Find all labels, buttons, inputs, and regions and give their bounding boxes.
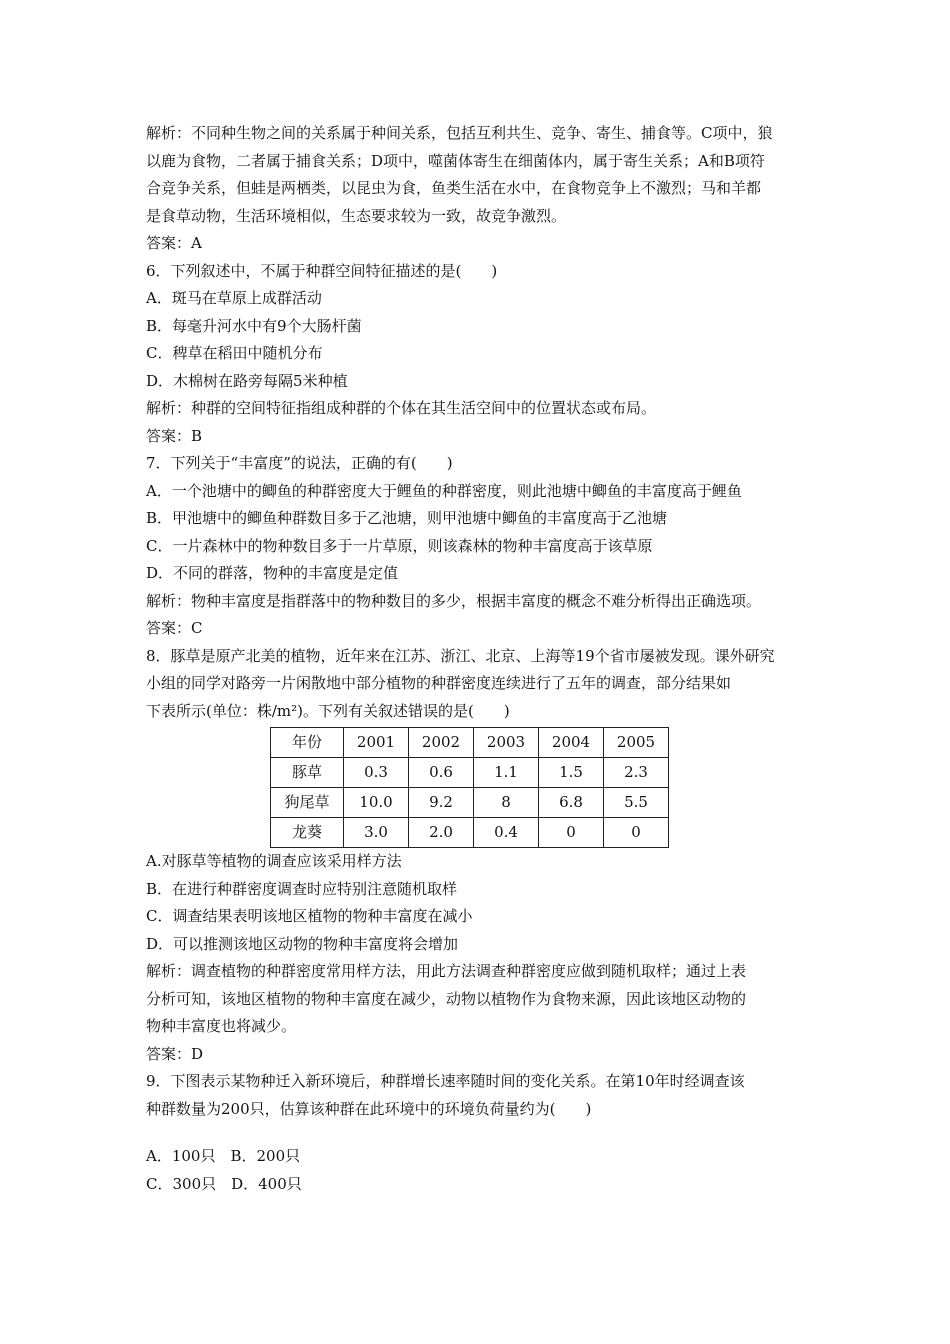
q8-table-wrapper <box>270 727 810 848</box>
table-cell: 0 <box>604 818 669 848</box>
q7-option-d: D．不同的群落，物种的丰富度是定值 <box>146 564 399 582</box>
population-density-table <box>270 727 669 848</box>
analysis-line: 物种丰富度也将减少。 <box>146 1017 297 1035</box>
table-cell: 0.4 <box>474 818 539 848</box>
table-cell: 5.5 <box>604 788 669 818</box>
table-cell: 0.6 <box>409 758 474 788</box>
table-header-row <box>271 728 669 758</box>
q9-stem <box>146 1068 810 1123</box>
q8-option-c: C．调查结果表明该地区植物的物种丰富度在减小 <box>146 907 473 925</box>
q8-answer: 答案：D <box>146 1044 204 1063</box>
table-header-cell: 2002 <box>409 728 474 758</box>
table-cell: 9.2 <box>409 788 474 818</box>
stem-line: 种群数量为200只，估算该种群在此环境中的环境负荷量约为( ) <box>146 1099 592 1118</box>
q5-analysis <box>146 120 810 230</box>
q9-options-cd: C．300只 D．400只 <box>146 1174 302 1193</box>
table-cell: 8 <box>474 788 539 818</box>
q8-option-d: D．可以推测该地区动物的物种丰富度将会增加 <box>146 934 459 953</box>
table-header-cell: 2003 <box>474 728 539 758</box>
q7-stem: 7．下列关于“丰富度”的说法，正确的有( ) <box>146 454 453 472</box>
table-cell: 1.5 <box>539 758 604 788</box>
stem-line: 下表所示(单位：株/m²)。下列有关叙述错误的是( ) <box>146 701 510 720</box>
q6-option-a: A．斑马在草原上成群活动 <box>146 289 322 307</box>
analysis-line: 合竞争关系，但蛙是两栖类，以昆虫为食，鱼类生活在水中，在食物竞争上不激烈；马和羊都 <box>146 179 762 197</box>
q9-options-ab: A．100只 B．200只 <box>146 1147 301 1165</box>
stem-line: 小组的同学对路旁一片闲散地中部分植物的种群密度连续进行了五年的调查，部分结果如 <box>146 674 732 692</box>
analysis-line: 解析：不同种生物之间的关系属于种间关系，包括互利共生、竞争、寄生、捕食等。C项中，狼 <box>146 124 773 142</box>
table-cell: 2.3 <box>604 758 669 788</box>
q8-analysis <box>146 958 810 1041</box>
table-cell: 1.1 <box>474 758 539 788</box>
q8-option-b: B．在进行种群密度调查时应特别注意随机取样 <box>146 879 458 898</box>
q6-option-b: B．每毫升河水中有9个大肠杆菌 <box>146 316 362 335</box>
q6-analysis: 解析：种群的空间特征指组成种群的个体在其生活空间中的位置状态或布局。 <box>146 399 657 417</box>
table-row <box>271 818 669 848</box>
q6-option-d: D．木棉树在路旁每隔5米种植 <box>146 371 348 390</box>
q5-answer: 答案：A <box>146 234 202 252</box>
analysis-line: 分析可知，该地区植物的物种丰富度在减少，动物以植物作为食物来源，因此该地区动物的 <box>146 989 747 1008</box>
q8-stem <box>146 643 810 726</box>
table-header-cell: 2004 <box>539 728 604 758</box>
table-header-cell: 2001 <box>344 728 409 758</box>
table-cell: 狗尾草 <box>271 788 344 818</box>
table-cell: 10.0 <box>344 788 409 818</box>
table-row <box>271 758 669 788</box>
q7-answer: 答案：C <box>146 619 203 637</box>
document-content <box>146 120 810 1198</box>
q8-option-a: A.对豚草等植物的调查应该采用样方法 <box>146 852 402 870</box>
table-cell: 0.3 <box>344 758 409 788</box>
table-cell: 豚草 <box>271 758 344 788</box>
q7-option-c: C．一片森林中的物种数目多于一片草原，则该森林的物种丰富度高于该草原 <box>146 536 653 555</box>
q6-answer: 答案：B <box>146 426 203 445</box>
analysis-line: 是食草动物，生活环境相似，生态要求较为一致，故竞争激烈。 <box>146 206 567 225</box>
analysis-line: 解析：调查植物的种群密度常用样方法，用此方法调查种群密度应做到随机取样；通过上表 <box>146 962 747 980</box>
figure-gap <box>146 1123 810 1143</box>
table-cell: 龙葵 <box>271 818 344 848</box>
q6-option-c: C．稗草在稻田中随机分布 <box>146 344 323 362</box>
table-cell: 3.0 <box>344 818 409 848</box>
table-cell: 2.0 <box>409 818 474 848</box>
q7-option-a: A．一个池塘中的鲫鱼的种群密度大于鲤鱼的种群密度，则此池塘中鲫鱼的丰富度高于鲤鱼 <box>146 481 742 500</box>
table-cell: 6.8 <box>539 788 604 818</box>
table-header-cell: 2005 <box>604 728 669 758</box>
q6-stem: 6．下列叙述中，不属于种群空间特征描述的是( ) <box>146 261 498 280</box>
analysis-line: 以鹿为食物，二者属于捕食关系；D项中，噬菌体寄生在细菌体内，属于寄生关系；A和B项符 <box>146 151 765 170</box>
table-header-cell: 年份 <box>271 728 344 758</box>
table-cell: 0 <box>539 818 604 848</box>
q7-option-b: B．甲池塘中的鲫鱼种群数目多于乙池塘，则甲池塘中鲫鱼的丰富度高于乙池塘 <box>146 509 668 527</box>
table-row <box>271 788 669 818</box>
q7-analysis: 解析：物种丰富度是指群落中的物种数目的多少，根据丰富度的概念不难分析得出正确选项。 <box>146 591 762 610</box>
stem-line: 8．豚草是原产北美的植物，近年来在江苏、浙江、北京、上海等19个省市屡被发现。课外研究 <box>146 646 775 665</box>
stem-line: 9．下图表示某物种迁入新环境后，种群增长速率随时间的变化关系。在第10年时经调查该 <box>146 1072 745 1090</box>
